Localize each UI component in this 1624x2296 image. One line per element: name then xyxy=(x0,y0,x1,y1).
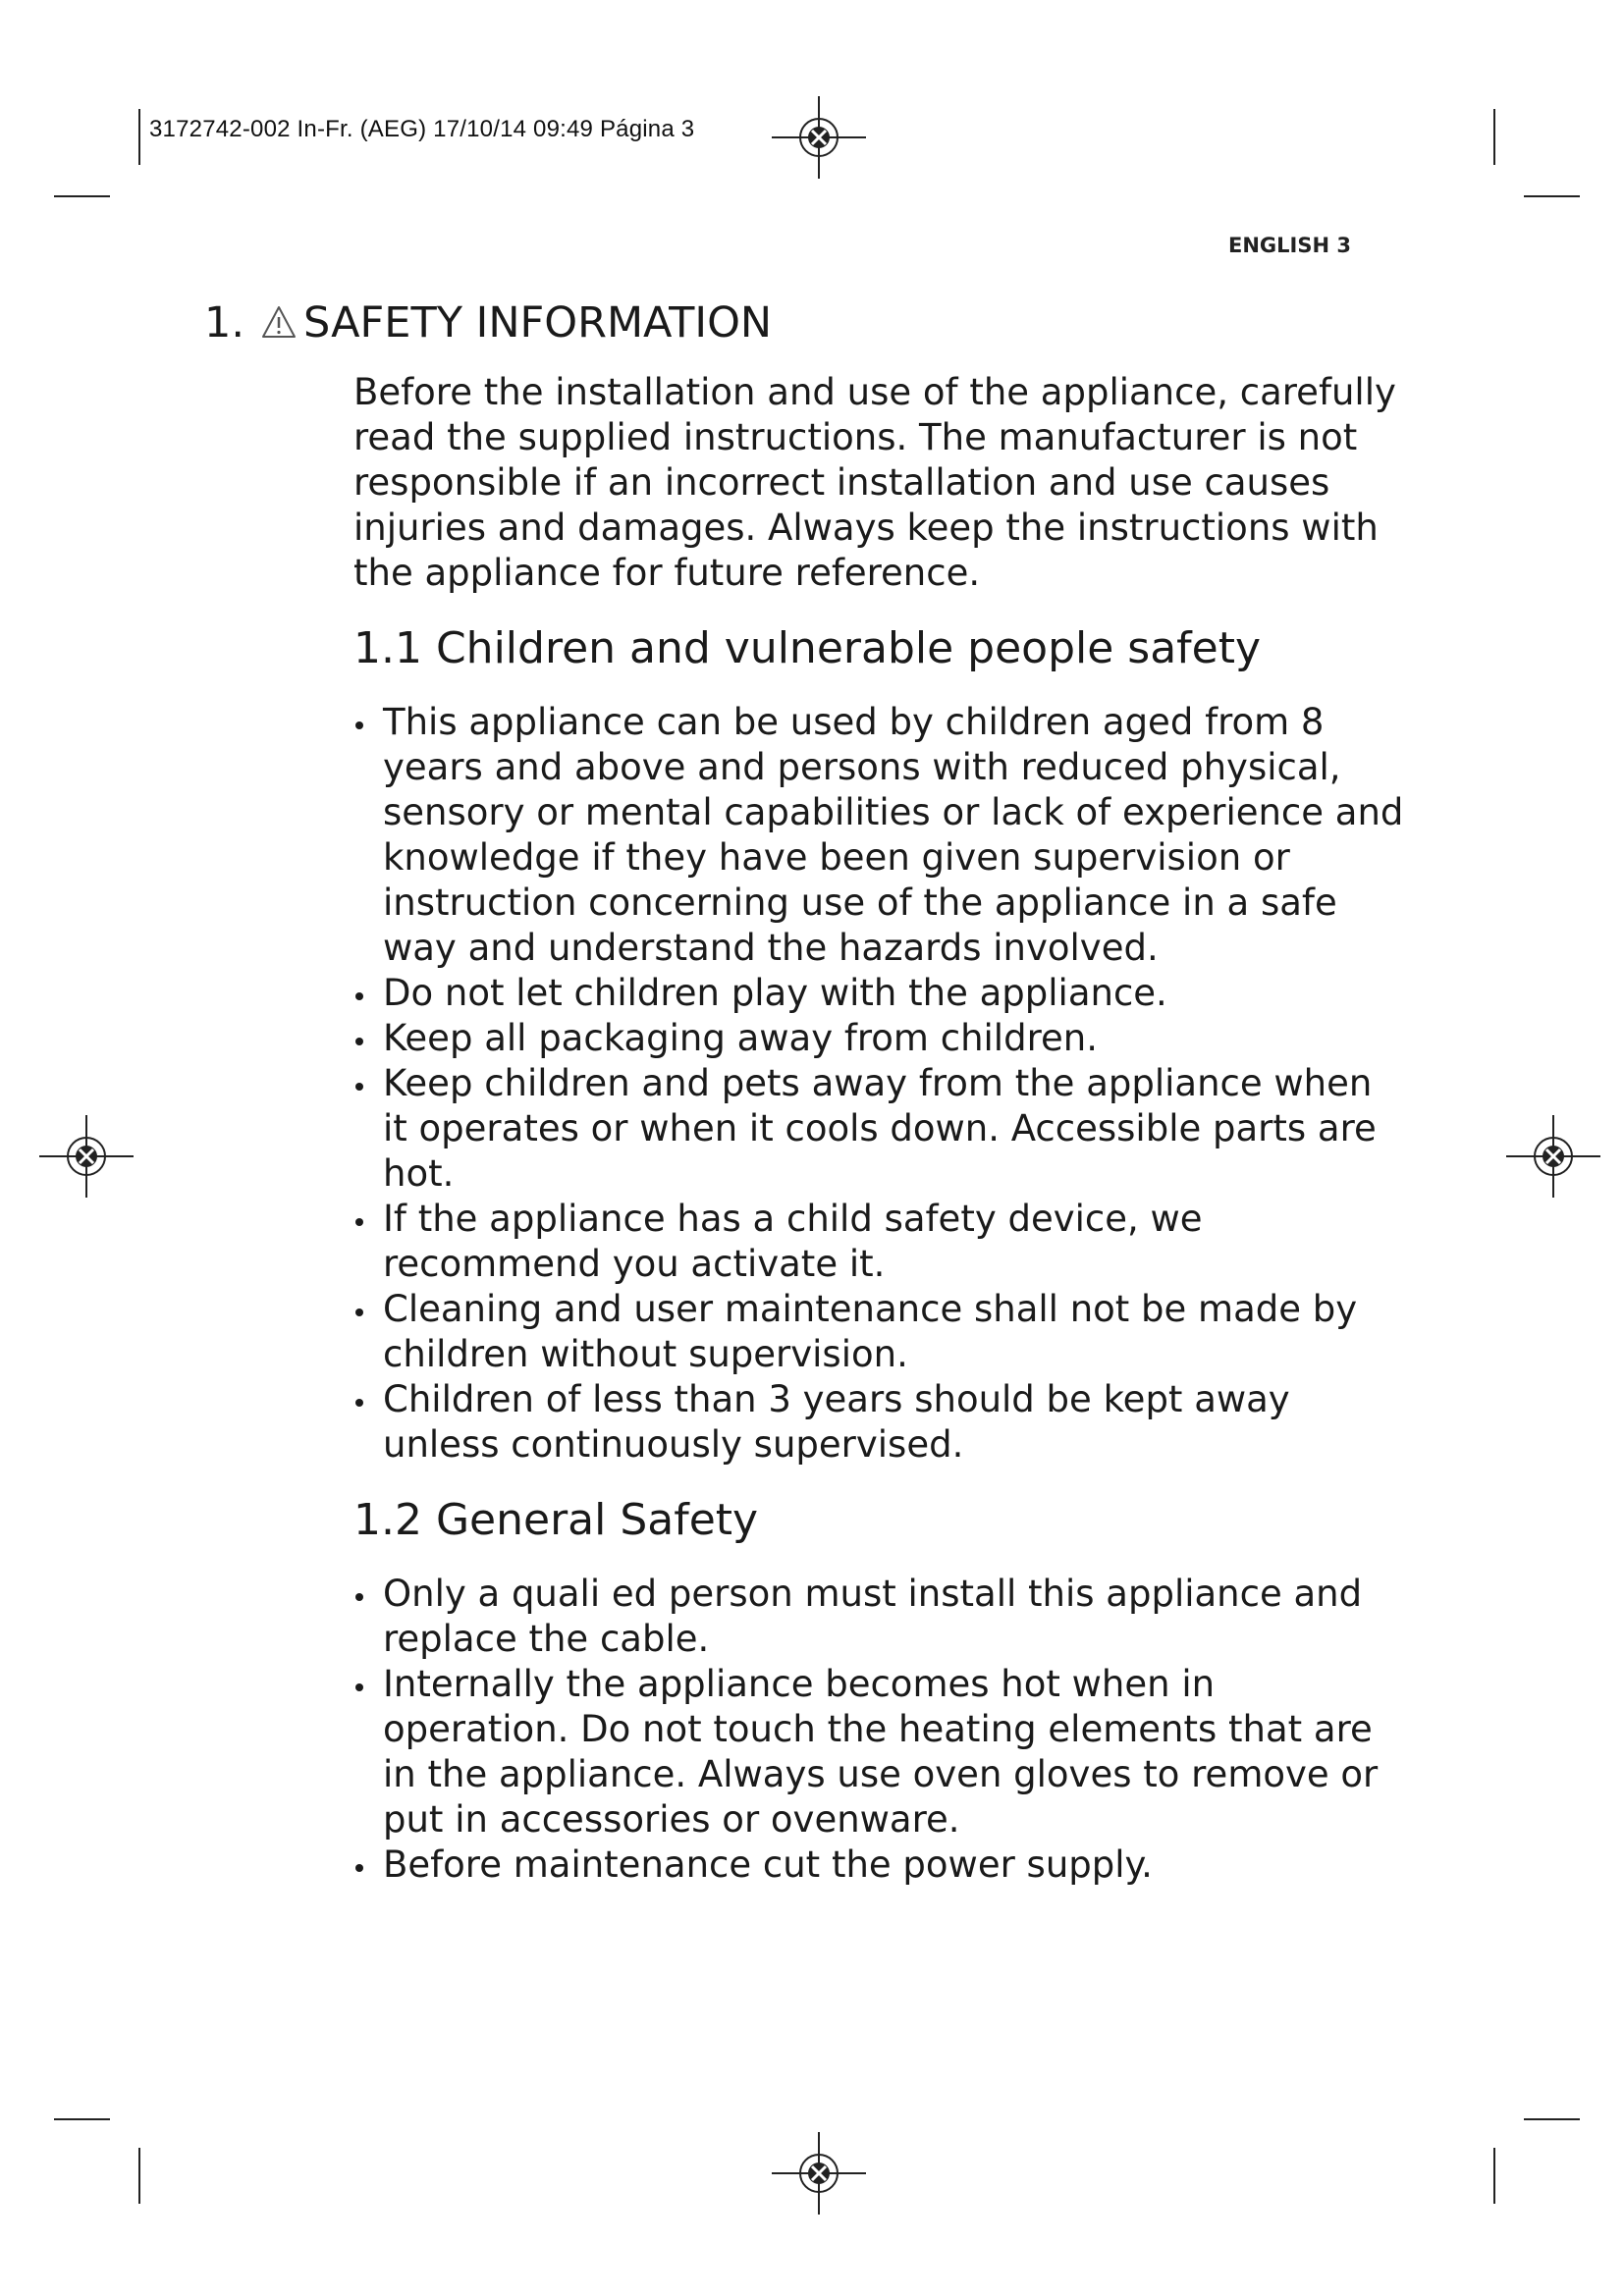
crop-mark-icon xyxy=(54,195,110,197)
list-item: Cleaning and user maintenance shall not be made by children without supervision. xyxy=(353,1287,1404,1377)
crop-mark-icon xyxy=(1524,195,1580,197)
intro-paragraph: Before the installation and use of the appliance, carefully read the supplied instructions. The manufacturer is not responsible if an incorrect installation and use causes injuries and damages. Always keep the instructions with the appliance for future reference. xyxy=(353,371,1396,594)
list-item: Keep all packaging away from children. xyxy=(353,1016,1404,1061)
crop-mark-icon xyxy=(1493,2148,1495,2204)
list-item: Children of less than 3 years should be kept away unless continuously supervised. xyxy=(353,1377,1404,1468)
list-item: This appliance can be used by children aged from 8 years and above and persons with reduced physical, sensory or mental capabilities or lack of experience and knowledge if they have been given supervision or instruction concerning use of the appliance in a safe way and understand the hazards involved. xyxy=(353,700,1404,971)
registration-target-icon xyxy=(772,2126,866,2220)
registration-target-icon xyxy=(1506,1109,1600,1203)
section-title xyxy=(204,298,772,347)
bullet-list xyxy=(353,1572,1404,1888)
list-item: Internally the appliance becomes hot when in operation. Do not touch the heating elements that are in the appliance. Always use oven gloves to remove or put in accessories or ovenware. xyxy=(353,1662,1404,1842)
section-number: 1. xyxy=(204,298,245,347)
crop-mark-icon xyxy=(138,2148,140,2204)
subsection-heading: 1.2 General Safety xyxy=(353,1495,759,1545)
document-body xyxy=(353,370,1404,1913)
warning-triangle-icon xyxy=(260,304,298,342)
bullet-list xyxy=(353,700,1404,1468)
list-item: Do not let children play with the appliance. xyxy=(353,971,1404,1016)
subsection-heading: 1.1 Children and vulnerable people safety xyxy=(353,623,1262,673)
section-title-text: SAFETY INFORMATION xyxy=(303,298,773,347)
page-header: ENGLISH 3 xyxy=(1228,234,1351,257)
print-slug: 3172742-002 In-Fr. (AEG) 17/10/14 09:49 Página 3 xyxy=(149,116,695,142)
crop-mark-icon xyxy=(1493,109,1495,165)
crop-mark-icon xyxy=(54,2118,110,2120)
list-item: Only a quali ed person must install this appliance and replace the cable. xyxy=(353,1572,1404,1662)
crop-mark-icon xyxy=(1524,2118,1580,2120)
list-item: Before maintenance cut the power supply. xyxy=(353,1842,1404,1888)
registration-target-icon xyxy=(39,1109,134,1203)
crop-mark-icon xyxy=(138,109,140,165)
list-item: If the appliance has a child safety device, we recommend you activate it. xyxy=(353,1197,1404,1287)
registration-target-icon xyxy=(772,90,866,185)
list-item: Keep children and pets away from the appliance when it operates or when it cools down. Accessible parts are hot. xyxy=(353,1061,1404,1197)
